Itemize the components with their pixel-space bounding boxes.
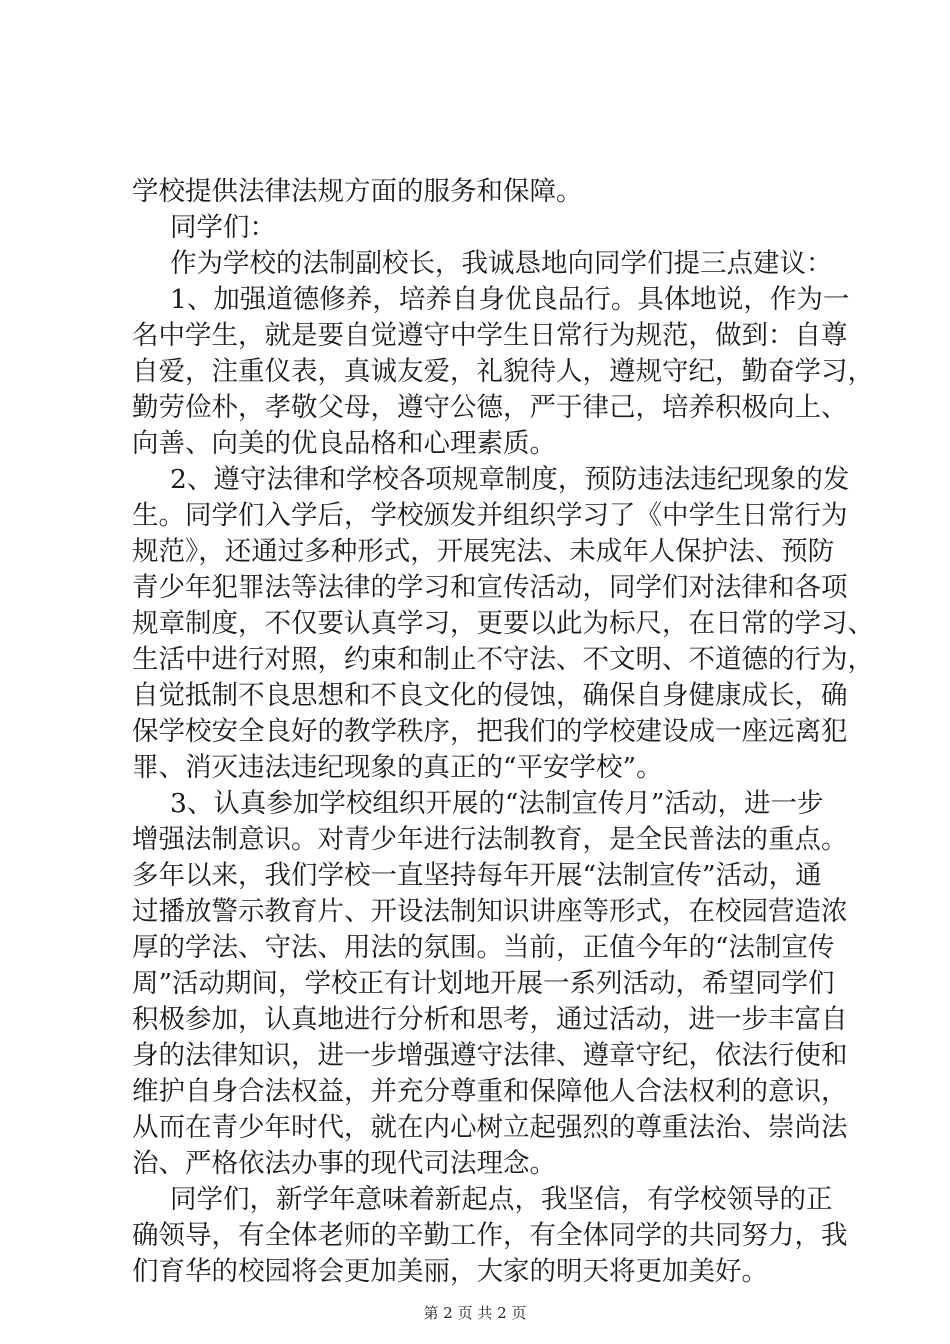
text-line: 生。同学们入学后，学校颁发并组织学习了《中学生日常行为	[132, 500, 848, 531]
text-line: 周”活动期间，学校正有计划地开展一系列活动，希望同学们	[132, 968, 835, 999]
text-line: 作为学校的法制副校长，我诚恳地向同学们提三点建议：	[170, 248, 833, 279]
text-line: 多年以来，我们学校一直坚持每年开展“法制宣传”活动，通	[132, 860, 822, 891]
text-line: 罪、消灭违法违纪现象的真正的“平安学校”。	[132, 752, 663, 783]
text-line: 勤劳俭朴，孝敬父母，遵守公德，严于律己，培养积极向上、	[132, 392, 848, 423]
text-line: 确领导，有全体老师的辛勤工作，有全体同学的共同努力，我	[132, 1220, 848, 1251]
text-line: 学校提供法律法规方面的服务和保障。	[132, 176, 583, 207]
text-line: 厚的学法、守法、用法的氛围。当前，正值今年的“法制宣传	[132, 932, 835, 963]
text-line: 3、认真参加学校组织开展的“法制宣传月”活动，进一步	[170, 788, 824, 819]
page-number-footer: 第 2 页 共 2 页	[423, 1304, 527, 1322]
text-line: 从而在青少年时代，就在内心树立起强烈的尊重法治、崇尚法	[132, 1112, 848, 1143]
text-line: 同学们，新学年意味着新起点，我坚信，有学校领导的正	[170, 1184, 833, 1215]
text-line: 自觉抵制不良思想和不良文化的侵蚀，确保自身健康成长，确	[132, 680, 848, 711]
text-line: 身的法律知识，进一步增强遵守法律、遵章守纪，依法行使和	[132, 1040, 848, 1071]
text-line: 过播放警示教育片、开设法制知识讲座等形式，在校园营造浓	[132, 896, 848, 927]
text-line: 增强法制意识。对青少年进行法制教育，是全民普法的重点。	[132, 824, 848, 855]
text-line: 向善、向美的优良品格和心理素质。	[132, 428, 556, 459]
text-line: 积极参加，认真地进行分析和思考，通过活动，进一步丰富自	[132, 1004, 848, 1035]
text-line: 保学校安全良好的教学秩序，把我们的学校建设成一座远离犯	[132, 716, 848, 747]
text-line: 2、遵守法律和学校各项规章制度，预防违法违纪现象的发	[170, 464, 850, 495]
text-line: 维护自身合法权益，并充分尊重和保障他人合法权利的意识，	[132, 1076, 848, 1107]
text-line: 同学们：	[170, 212, 276, 243]
text-line: 生活中进行对照，约束和制止不守法、不文明、不道德的行为，	[132, 644, 874, 675]
text-line: 1、加强道德修养，培养自身优良品行。具体地说，作为一	[170, 284, 850, 315]
text-line: 治、严格依法办事的现代司法理念。	[132, 1148, 556, 1179]
text-line: 规范》，还通过多种形式，开展宪法、未成年人保护法、预防	[132, 536, 835, 567]
text-line: 自爱，注重仪表，真诚友爱，礼貌待人，遵规守纪，勤奋学习，	[132, 356, 874, 387]
text-line: 规章制度，不仅要认真学习，更要以此为标尺，在日常的学习、	[132, 608, 874, 639]
text-line: 名中学生，就是要自觉遵守中学生日常行为规范，做到：自尊	[132, 320, 848, 351]
text-line: 们育华的校园将会更加美丽，大家的明天将更加美好。	[132, 1256, 768, 1287]
text-line: 青少年犯罪法等法律的学习和宣传活动，同学们对法律和各项	[132, 572, 848, 603]
